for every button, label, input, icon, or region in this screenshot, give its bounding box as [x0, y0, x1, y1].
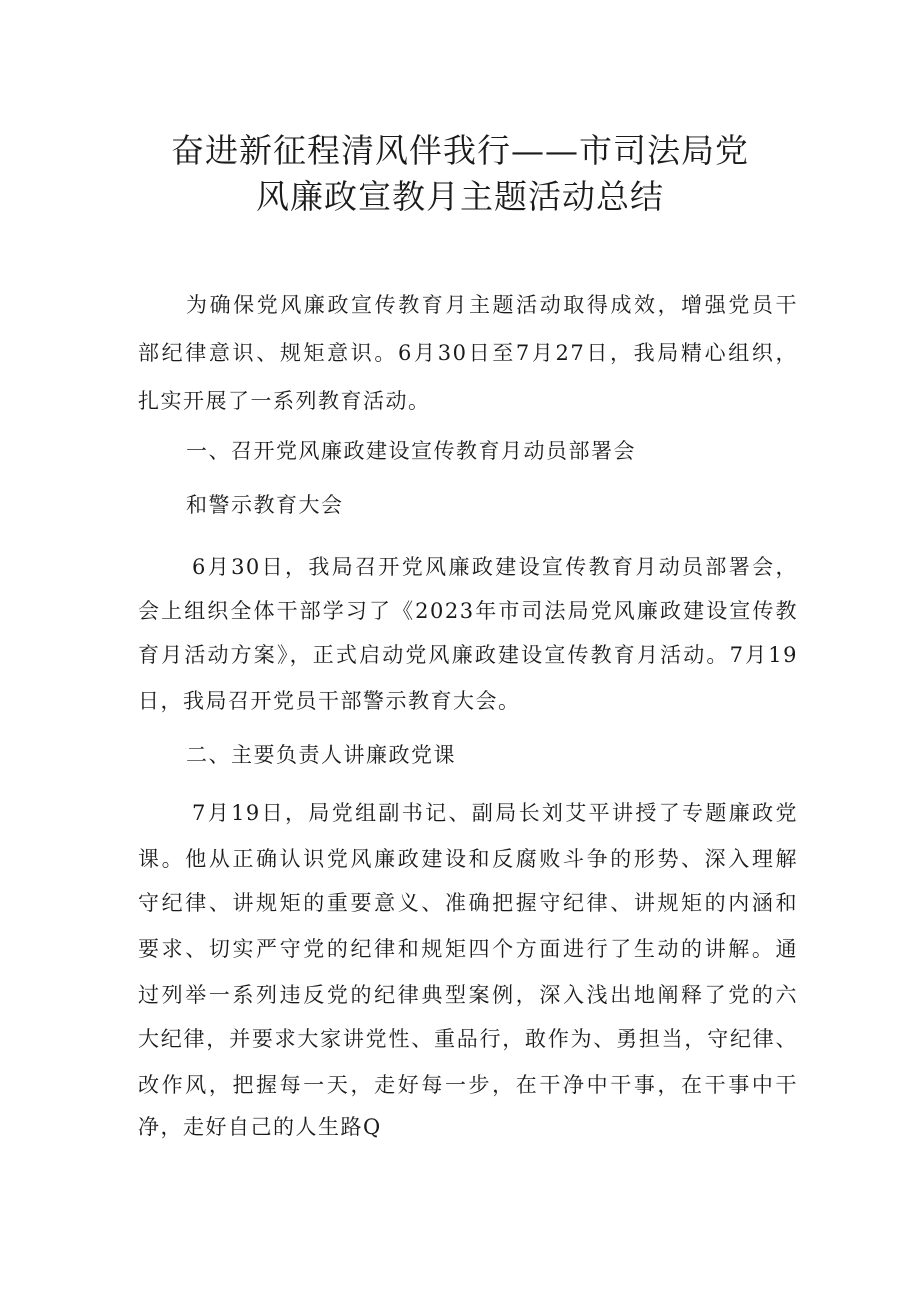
section2-body-line-1: 7月19日，局党组副书记、副局长刘艾平讲授了专题廉政党	[192, 801, 798, 825]
section1-heading-line-2: 和警示教育大会	[186, 493, 344, 517]
document-title-line-1: 奋进新征程清风伴我行——市司法局党	[171, 131, 749, 170]
section2-heading: 二、主要负责人讲廉政党课	[186, 743, 456, 767]
section1-body-line-1: 6月30日，我局召开党风廉政建设宣传教育月动员部署会，	[192, 555, 798, 579]
section2-body-line-4: 要求、切实严守党的纪律和规矩四个方面进行了生动的讲解。通	[138, 937, 798, 961]
intro-line-2: 部纪律意识、规矩意识。6月30日至7月27日，我局精心组织，	[138, 341, 798, 365]
section2-body-line-5: 过列举一系列违反党的纪律典型案例，深入浅出地阐释了党的六	[138, 983, 798, 1007]
section1-body-line-2: 会上组织全体干部学习了《2023年市司法局党风廉政建设宣传教	[138, 599, 798, 623]
document-title-line-2: 风廉政宣教月主题活动总结	[256, 177, 664, 216]
section2-body-line-7: 改作风，把握每一天，走好每一步，在干净中干事，在干事中干	[138, 1073, 798, 1097]
intro-line-3: 扎实开展了一系列教育活动。	[138, 389, 431, 413]
section2-body-line-8: 净，走好自己的人生路Q	[138, 1115, 382, 1139]
section2-body-line-3: 守纪律、讲规矩的重要意义、准确把握守纪律、讲规矩的内涵和	[138, 891, 798, 915]
section1-body-line-4: 日，我局召开党员干部警示教育大会。	[138, 689, 521, 713]
section2-body-line-2: 课。他从正确认识党风廉政建设和反腐败斗争的形势、深入理解	[138, 847, 798, 871]
section1-heading-line-1: 一、召开党风廉政建设宣传教育月动员部署会	[186, 439, 636, 463]
intro-line-1: 为确保党风廉政宣传教育月主题活动取得成效，增强党员干	[186, 293, 798, 317]
section1-body-line-3: 育月活动方案》，正式启动党风廉政建设宣传教育月活动。7月19	[138, 643, 798, 667]
section2-body-line-6: 大纪律，并要求大家讲党性、重品行，敢作为、勇担当，守纪律、	[138, 1027, 798, 1051]
